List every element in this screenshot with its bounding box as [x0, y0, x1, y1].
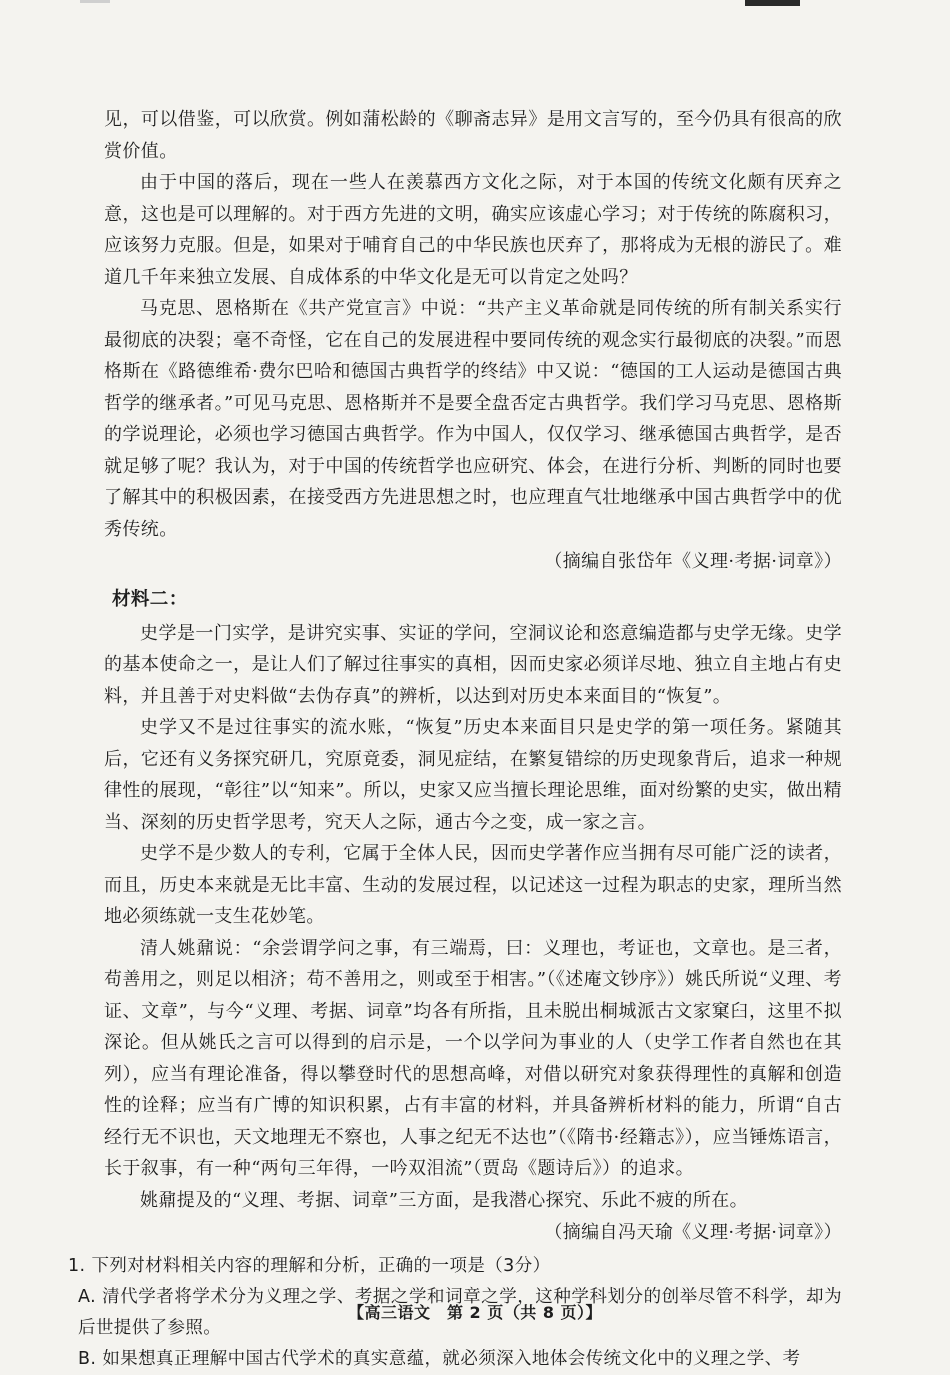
page-edge-mark	[745, 0, 800, 6]
answer-option-b: B. 如果想真正理解中国古代学术的真实意蕴，就必须深入地体会传统文化中的义理之学、考	[78, 1348, 801, 1369]
paragraph: 史学不是少数人的专利，它属于全体人民，因而史学著作应当拥有尽可能广泛的读者，而且，历史本来就是无比丰富、生动的发展过程，以记述这一过程为职志的史家，理所当然地必须练就一支生花妙笔。	[104, 843, 842, 927]
source-citation: （摘编自张岱年《义理·考据·词章》）	[544, 551, 842, 572]
source-citation: （摘编自冯天瑜《义理·考据·词章》）	[544, 1222, 842, 1243]
answer-option-a: A. 清代学者将学术分为义理之学、考据之学和词章之学，这种学科划分的创举尽管不科学，却为后世提供了参照。	[78, 1286, 842, 1338]
paragraph: 史学又不是过往事实的流水账，“恢复”历史本来面目只是史学的第一项任务。紧随其后，它还有义务探究研几，究原竟委，洞见症结，在繁复错综的历史现象背后，追求一种规律性的展现，“彰往”以“知来”。所以，史家又应当擅长理论思维，面对纷繁的史实，做出精当、深刻的历史哲学思考，究天人之际，通古今之变，成一家之言。	[104, 717, 842, 833]
paragraph: 史学是一门实学，是讲究实事、实证的学问，空洞议论和恣意编造都与史学无缘。史学的基本使命之一，是让人们了解过往事实的真相，因而史家必须详尽地、独立自主地占有史料，并且善于对史料做“去伪存真”的辨析，以达到对历史本来面目的“恢复”。	[104, 622, 842, 707]
paragraph: 见，可以借鉴，可以欣赏。例如蒲松龄的《聊斋志异》是用文言写的，至今仍具有很高的欣赏价值。	[104, 109, 842, 162]
material-heading: 材料二：	[112, 588, 188, 610]
paragraph: 清人姚鼐说：“余尝谓学问之事，有三端焉，曰：义理也，考证也，文章也。是三者，苟善用之，则足以相济；苟不善用之，则或至于相害。”（《述庵文钞序》）姚氏所说“义理、考证、文章”，与今“义理、考据、词章”均各有所指，且未脱出桐城派古文家窠臼，这里不拟深论。但从姚氏之言可以得到的启示是，一个以学问为事业的人（史学工作者自然也在其列），应当有理论准备，得以攀登时代的思想高峰，对借以研究对象获得理性的真解和创造性的诠释；应当有广博的知识积累，占有丰富的材料，并具备辨析材料的能力，所谓“自古经行无不识也，天文地理无不察也，人事之纪无不达也”（《隋书·经籍志》），应当锤炼语言，长于叙事，有一种“两句三年得，一吟双泪流”（贾岛《题诗后》）的追求。	[104, 937, 842, 1179]
paragraph: 由于中国的落后，现在一些人在羡慕西方文化之际，对于本国的传统文化颇有厌弃之意，这也是可以理解的。对于西方先进的文明，确实应该虚心学习；对于传统的陈腐积习，应该努力克服。但是，如果对于哺育自己的中华民族也厌弃了，那将成为无根的游民了。难道几千年来独立发展、自成体系的中华文化是无可以肯定之处吗？	[104, 172, 842, 288]
page-footer: 【高三语文 第 2 页（共 8 页）】	[347, 1303, 603, 1322]
paragraph: 姚鼐提及的“义理、考据、词章”三方面，是我潜心探究、乐此不疲的所在。	[140, 1189, 749, 1211]
question-stem: 1. 下列对材料相关内容的理解和分析，正确的一项是（3分）	[68, 1255, 551, 1276]
page-edge-mark	[80, 0, 110, 3]
paragraph: 马克思、恩格斯在《共产党宣言》中说：“共产主义革命就是同传统的所有制关系实行最彻底的决裂；毫不奇怪，它在自己的发展进程中要同传统的观念实行最彻底的决裂。”而恩格斯在《路德维希·费尔巴哈和德国古典哲学的终结》中又说：“德国的工人运动是德国古典哲学的继承者。”可见马克思、恩格斯并不是要全盘否定古典哲学。我们学习马克思、恩格斯的学说理论，必须也学习德国古典哲学。作为中国人，仅仅学习、继承德国古典哲学，是否就足够了呢？我认为，对于中国的传统哲学也应研究、体会，在进行分析、判断的同时也要了解其中的积极因素，在接受西方先进思想之时，也应理直气壮地继承中国古典哲学中的优秀传统。	[104, 298, 842, 540]
exam-content	[68, 104, 842, 1375]
